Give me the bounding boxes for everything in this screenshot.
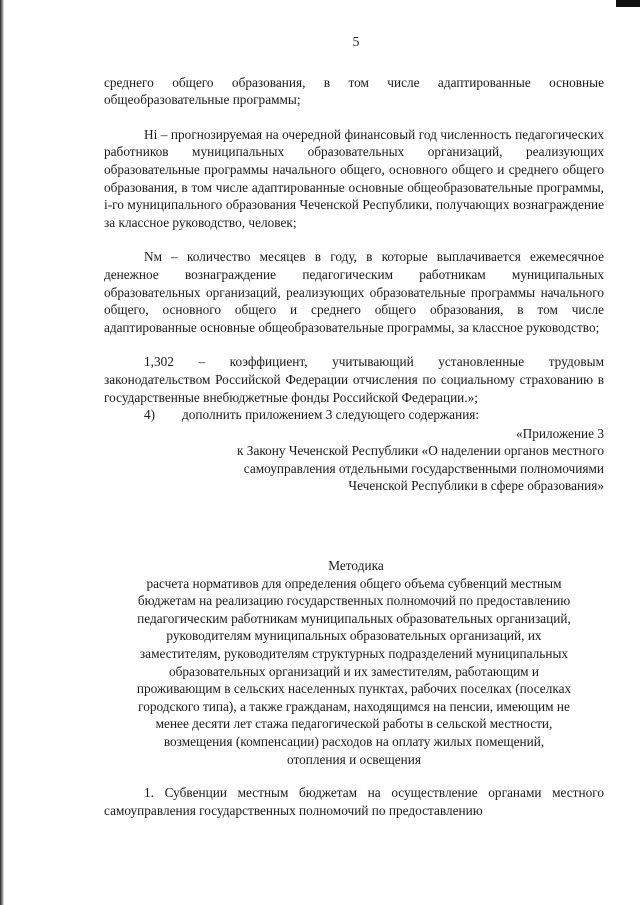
methodology-title — [104, 557, 604, 768]
appendix-line-3: самоуправления отдельными государственными полномочиями — [243, 460, 604, 476]
subtitle-line: бюджетам на реализацию государственных полномочий по предоставлению — [137, 593, 571, 609]
subtitle-line: образовательных организаций и их заместителям, работающим и — [168, 663, 540, 679]
appendix-line-2: к Закону Чеченской Республики «О наделении органов местного — [237, 443, 604, 459]
subtitle-line: отопления и освещения — [287, 751, 421, 767]
appendix-line-1: «Приложение 3 — [516, 425, 604, 441]
subtitle-line: городского типа), а также гражданам, находящимся на пенсии, имеющим не — [138, 698, 570, 714]
appendix-header — [104, 425, 604, 495]
methodology-heading: Методика — [328, 558, 384, 574]
scan-edge-left — [0, 0, 4, 905]
methodology-subtitle — [104, 575, 604, 769]
list-item-4 — [104, 406, 604, 424]
appendix-line-4: Чеченской Республики в сфере образования» — [348, 478, 604, 494]
paragraph-coefficient: 1,302 – коэффициент, учитывающий установленные трудовым законодательством Российской Федерации отчисления по социальному страхованию в государственные внебюджетные фонды Российской Федерации.»; — [104, 354, 604, 405]
subtitle-line: проживающим в сельских населенных пунктах, рабочих поселках (поселках — [136, 681, 572, 697]
paragraph-section-1: 1. Субвенции местным бюджетам на осуществление органами местного самоуправления государственных полномочий по предоставлению — [104, 785, 604, 818]
page-number: 5 — [352, 35, 360, 50]
subtitle-line: менее десяти лет стажа педагогической работы в сельской местности, — [155, 716, 553, 732]
paragraph-nm-definition: Nм – количество месяцев в году, в которые выплачивается ежемесячное денежное вознаграждение педагогическим работникам муниципальных образовательных организаций, реализующих образовательные программы начального общего, основного общего и среднего общего образования, в том числе адаптированные основные общеобразовательные программы, за классное руководство; — [104, 249, 604, 335]
subtitle-line: возмещения (компенсации) расходов на оплату жилых помещений, — [163, 734, 545, 749]
list-item-4-text: дополнить приложением 3 следующего содержания: — [182, 407, 480, 423]
list-item-4-number: 4) — [144, 407, 156, 423]
paragraph-continuation: среднего общего образования, в том числе адаптированные основные общеобразовательные программы; — [104, 74, 604, 108]
subtitle-line: руководителям муниципальных образовательных организаций, их — [166, 628, 542, 644]
document-page — [104, 34, 604, 819]
paragraph-hi-definition: Нi – прогнозируемая на очередной финансовый год численность педагогических работников муниципальных образовательных организаций, реализующих образовательные программы начального общего, основного общего и среднего общего образования, в том числе адаптированные основные общеобразовательные программы, i-го муниципального образования Чеченской Республики, получающих вознаграждение за классное руководство, человек; — [104, 126, 604, 230]
subtitle-line: педагогическим работникам муниципальных образовательных организаций, — [137, 610, 571, 626]
subtitle-line: заместителям, руководителям структурных подразделений муниципальных — [139, 646, 569, 662]
subtitle-line: расчета нормативов для определения общего объема субвенций местным — [146, 575, 562, 591]
scan-mark-top-right — [616, 0, 640, 7]
